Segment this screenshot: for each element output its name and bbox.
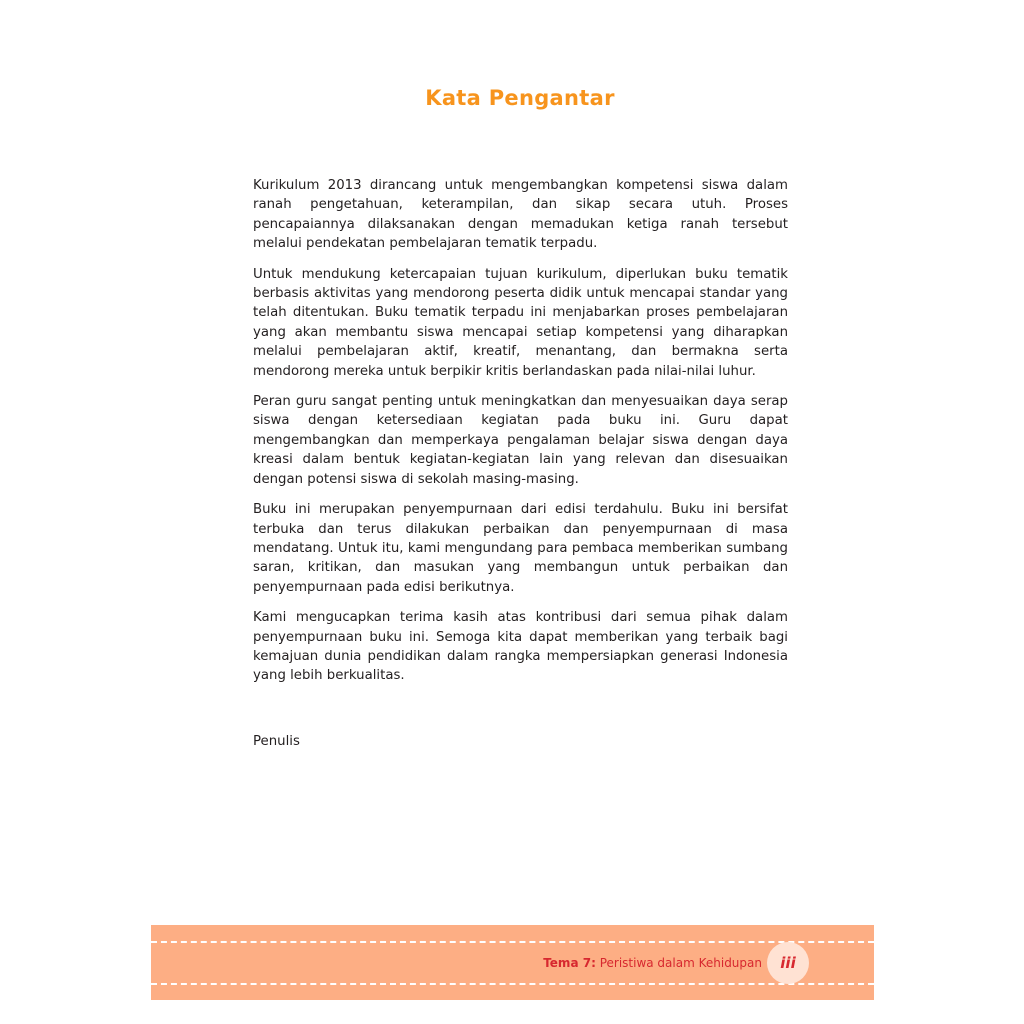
footer-dashed-line-top bbox=[151, 941, 874, 943]
footer-band bbox=[151, 925, 874, 1000]
footer-dashed-line-bottom bbox=[151, 983, 874, 985]
paragraph-2: Untuk mendukung ketercapaian tujuan kurikulum, diperlukan buku tematik berbasis aktivitas yang mendorong peserta didik untuk mencapai standar yang telah ditentukan. Buku tematik terpadu ini menjabarkan proses pembelajaran yang akan membantu siswa mencapai setiap kompetensi yang diharapkan melalui pembelajaran aktif, kreatif, menantang, dan bermakna serta mendorong mereka untuk berpikir kritis berlandaskan pada nilai-nilai luhur. bbox=[253, 266, 788, 379]
page-title: Kata Pengantar bbox=[425, 86, 615, 110]
footer-theme bbox=[543, 956, 762, 970]
signature: Penulis bbox=[253, 734, 300, 749]
paragraph-4: Buku ini merupakan penyempurnaan dari edisi terdahulu. Buku ini bersifat terbuka dan terus dilakukan perbaikan dan penyempurnaan di masa mendatang. Untuk itu, kami mengundang para pembaca memberikan sumbang saran, kritikan, dan masukan yang membangun untuk perbaikan dan penyempurnaan pada edisi berikutnya. bbox=[253, 502, 788, 595]
theme-number: Tema 7: bbox=[543, 956, 596, 970]
preface-body bbox=[253, 176, 788, 697]
paragraph-1: Kurikulum 2013 dirancang untuk mengembangkan kompetensi siswa dalam ranah pengetahuan, keterampilan, dan sikap secara utuh. Proses pencapaiannya dilaksanakan dengan memadukan ketiga ranah tersebut melalui pendekatan pembelajaran tematik terpadu. bbox=[253, 178, 788, 252]
theme-name: Peristiwa dalam Kehidupan bbox=[599, 956, 762, 970]
paragraph-5: Kami mengucapkan terima kasih atas kontribusi dari semua pihak dalam penyempurnaan buku ini. Semoga kita dapat memberikan yang terbaik bagi kemajuan dunia pendidikan dalam rangka mempersiapkan generasi Indonesia yang lebih berkualitas. bbox=[253, 610, 788, 684]
page-number: iii bbox=[767, 942, 809, 984]
paragraph-3: Peran guru sangat penting untuk meningkatkan dan menyesuaikan daya serap siswa dengan ketersediaan kegiatan pada buku ini. Guru dapat mengembangkan dan memperkaya pengalaman belajar siswa dengan daya kreasi dalam bentuk kegiatan-kegiatan lain yang relevan dan disesuaikan dengan potensi siswa di sekolah masing-masing. bbox=[253, 394, 788, 487]
